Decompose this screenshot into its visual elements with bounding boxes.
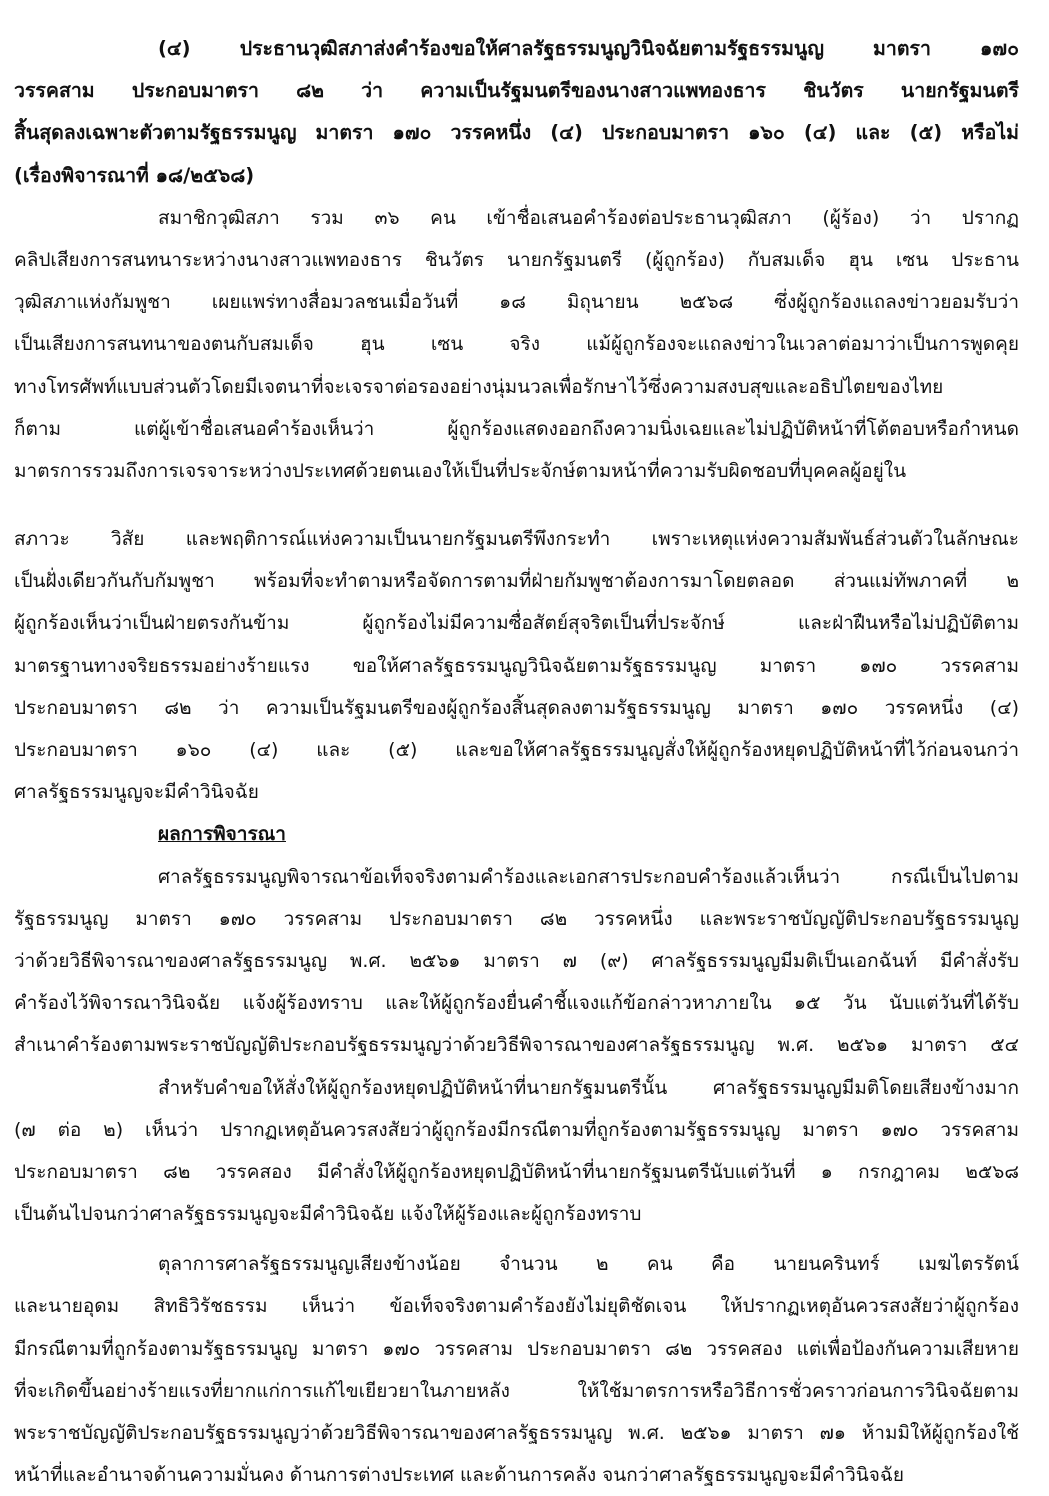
paragraph-line: คำร้องไว้พิจารณาวินิจฉัย แจ้งผู้ร้องทราบ และให้ผู้ถูกร้องยื่นคำชี้แจงแก้ข้อกล่าวหาภายใน ๑๕ วัน นับแต่วันที่ได้รับ — [14, 992, 1019, 1015]
petition-summary-paragraph — [14, 197, 1019, 814]
result-heading-row — [14, 813, 1019, 855]
paragraph-line: ศาลรัฐธรรมนูญพิจารณาข้อเท็จจริงตามคำร้องและเอกสารประกอบคำร้องแล้วเห็นว่า กรณีเป็นไปตาม — [158, 865, 1019, 888]
paragraph-line: รัฐธรรมนูญ มาตรา ๑๗๐ วรรคสาม ประกอบมาตรา ๘๒ วรรคหนึ่ง และพระราชบัญญัติประกอบรัฐธรรมนูญ — [14, 907, 1019, 930]
paragraph-line: สภาวะ วิสัย และพฤติการณ์แห่งความเป็นนายกรัฐมนตรีพึงกระทำ เพราะเหตุแห่งความสัมพันธ์ส่วนตัวในลักษณะ — [14, 528, 1019, 551]
paragraph-line: มาตรการรวมถึงการเจรจาระหว่างประเทศด้วยตนเองให้เป็นที่ประจักษ์ตามหน้าที่ความรับผิดชอบที่บุคคลผู้อยู่ใน — [14, 459, 907, 482]
paragraph-line: พระราชบัญญัติประกอบรัฐธรรมนูญว่าด้วยวิธีพิจารณาของศาลรัฐธรรมนูญ พ.ศ. ๒๕๖๑ มาตรา ๗๑ ห้ามมิให้ผู้ถูกร้องใช้ — [14, 1422, 1019, 1444]
paragraph-line: สำเนาคำร้องตามพระราชบัญญัติประกอบรัฐธรรมนูญว่าด้วยวิธีพิจารณาของศาลรัฐธรรมนูญ พ.ศ. ๒๕๖๑ มาตรา ๕๔ — [14, 1034, 1019, 1057]
paragraph-line: เป็นต้นไปจนกว่าศาลรัฐธรรมนูญจะมีคำวินิจฉัย แจ้งให้ผู้ร้องและผู้ถูกร้องทราบ — [14, 1203, 642, 1226]
paragraph-line: (๗ ต่อ ๒) เห็นว่า ปรากฏเหตุอันควรสงสัยว่าผู้ถูกร้องมีกรณีตามที่ถูกร้องตามรัฐธรรมนูญ มาตรา ๑๗๐ วรรคสาม — [14, 1118, 1019, 1141]
case-title-line: สิ้นสุดลงเฉพาะตัวตามรัฐธรรมนูญ มาตรา ๑๗๐ วรรคหนึ่ง (๔) ประกอบมาตรา ๑๖๐ (๔) และ (๕) หรือไม่ — [14, 121, 1019, 145]
paragraph-line: ประกอบมาตรา ๑๖๐ (๔) และ (๕) และขอให้ศาลรัฐธรรมนูญสั่งให้ผู้ถูกร้องหยุดปฏิบัติหน้าที่ไว้ก่อนจนกว่า — [14, 739, 1019, 761]
paragraph-line: มาตรฐานทางจริยธรรมอย่างร้ายแรง ขอให้ศาลรัฐธรรมนูญวินิจฉัยตามรัฐธรรมนูญ มาตรา ๑๗๐ วรรคสาม — [14, 654, 1019, 677]
paragraph-gap — [14, 492, 1019, 518]
paragraph-line: วุฒิสภาแห่งกัมพูชา เผยแพร่ทางสื่อมวลชนเมื่อวันที่ ๑๘ มิถุนายน ๒๕๖๘ ซึ่งผู้ถูกร้องแถลงข่าวยอมรับว่า — [14, 291, 1019, 314]
paragraph-line: และนายอุดม สิทธิวิรัชธรรม เห็นว่า ข้อเท็จจริงตามคำร้องยังไม่ยุติชัดเจน ให้ปรากฏเหตุอันควรสงสัยว่าผู้ถูกร้อง — [14, 1295, 1019, 1318]
case-title-line: วรรคสาม ประกอบมาตรา ๘๒ ว่า ความเป็นรัฐมนตรีของนางสาวแพทองธาร ชินวัตร นายกรัฐมนตรี — [14, 79, 1019, 103]
case-title-line: (๔) ประธานวุฒิสภาส่งคำร้องขอให้ศาลรัฐธรรมนูญวินิจฉัยตามรัฐธรรมนูญ มาตรา ๑๗๐ — [158, 37, 1019, 60]
acceptance-paragraph — [14, 856, 1019, 1067]
paragraph-line: คลิปเสียงการสนทนาระหว่างนางสาวแพทองธาร ชินวัตร นายกรัฐมนตรี (ผู้ถูกร้อง) กับสมเด็จ ฮุน เซน ประธาน — [14, 248, 1019, 271]
paragraph-line: ประกอบมาตรา ๘๒ วรรคสอง มีคำสั่งให้ผู้ถูกร้องหยุดปฏิบัติหน้าที่นายกรัฐมนตรีนับแต่วันที่ ๑ กรกฎาคม ๒๕๖๘ — [14, 1160, 1019, 1183]
case-title — [14, 28, 1019, 197]
paragraph-line: ว่าด้วยวิธีพิจารณาของศาลรัฐธรรมนูญ พ.ศ. ๒๕๖๑ มาตรา ๗ (๙) ศาลรัฐธรรมนูญมีมติเป็นเอกฉันท์ มีคำสั่งรับ — [14, 949, 1019, 972]
paragraph-line: ทางโทรศัพท์แบบส่วนตัวโดยมีเจตนาที่จะเจรจาต่อรองอย่างนุ่มนวลเพื่อรักษาไว้ซึ่งความสงบสุขและอธิปไตยของไทย — [14, 375, 944, 398]
paragraph-line: ผู้ถูกร้องเห็นว่าเป็นฝ่ายตรงกันข้าม ผู้ถูกร้องไม่มีความซื่อสัตย์สุจริตเป็นที่ประจักษ์ และฝ่าฝืนหรือไม่ปฏิบัติตาม — [14, 612, 1019, 635]
minority-opinion-paragraph — [14, 1243, 1019, 1496]
paragraph-line: ที่จะเกิดขึ้นอย่างร้ายแรงที่ยากแก่การแก้ไขเยียวยาในภายหลัง ให้ใช้มาตรการหรือวิธีการชั่วคราวก่อนการวินิจฉัยตาม — [14, 1379, 1019, 1402]
paragraph-gap — [14, 1235, 1019, 1243]
paragraph-line: เป็นเสียงการสนทนาของตนกับสมเด็จ ฮุน เซน จริง แม้ผู้ถูกร้องจะแถลงข่าวในเวลาต่อมาว่าเป็นการพูดคุย — [14, 333, 1019, 356]
paragraph-line: ประกอบมาตรา ๘๒ ว่า ความเป็นรัฐมนตรีของผู้ถูกร้องสิ้นสุดลงตามรัฐธรรมนูญ มาตรา ๑๗๐ วรรคหนึ่ง (๔) — [14, 696, 1019, 719]
case-title-line: (เรื่องพิจารณาที่ ๑๘/๒๕๖๘) — [14, 163, 255, 187]
paragraph-line: สมาชิกวุฒิสภา รวม ๓๖ คน เข้าชื่อเสนอคำร้องต่อประธานวุฒิสภา (ผู้ร้อง) ว่า ปรากฏ — [158, 206, 1019, 229]
suspension-paragraph — [14, 1067, 1019, 1236]
paragraph-line: สำหรับคำขอให้สั่งให้ผู้ถูกร้องหยุดปฏิบัติหน้าที่นายกรัฐมนตรีนั้น ศาลรัฐธรรมนูญมีมติโดยเสียงข้างมาก — [158, 1076, 1019, 1099]
paragraph-line: มีกรณีตามที่ถูกร้องตามรัฐธรรมนูญ มาตรา ๑๗๐ วรรคสาม ประกอบมาตรา ๘๒ วรรคสอง แต่เพื่อป้องกันความเสียหาย — [14, 1337, 1019, 1360]
result-heading: ผลการพิจารณา — [158, 823, 286, 846]
paragraph-line: ศาลรัฐธรรมนูญจะมีคำวินิจฉัย — [14, 781, 259, 804]
paragraph-line: ตุลาการศาลรัฐธรรมนูญเสียงข้างน้อย จำนวน ๒ คน คือ นายนครินทร์ เมฆไตรรัตน์ — [158, 1253, 1019, 1276]
paragraph-line: ก็ตาม แต่ผู้เข้าชื่อเสนอคำร้องเห็นว่า ผู้ถูกร้องแสดงออกถึงความนิ่งเฉยและไม่ปฏิบัติหน้าที่โต้ตอบหรือกำหนด — [14, 417, 1019, 440]
paragraph-line: หน้าที่และอำนาจด้านความมั่นคง ด้านการต่างประเทศ และด้านการคลัง จนกว่าศาลรัฐธรรมนูญจะมีคำวินิจฉัย — [14, 1464, 905, 1487]
paragraph-line: เป็นฝั่งเดียวกันกับกัมพูชา พร้อมที่จะทำตามหรือจัดการตามที่ฝ่ายกัมพูชาต้องการมาโดยตลอด ส่วนแม่ทัพภาคที่ ๒ — [14, 570, 1019, 593]
